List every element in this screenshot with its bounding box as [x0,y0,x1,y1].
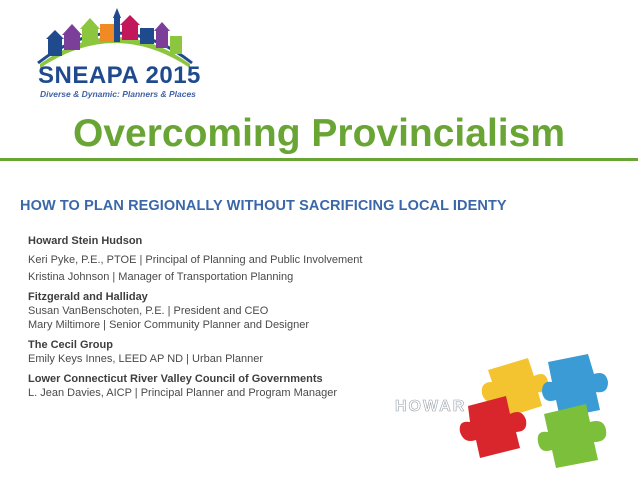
presenter: Keri Pyke, P.E., PTOE | Principal of Planning and Public Involvement [28,254,363,266]
presenter: Kristina Johnson | Manager of Transportation Planning [28,271,294,283]
presenter: Susan VanBenschoten, P.E. | President and CEO [28,305,269,317]
page-title: Overcoming Provincialism [72,112,565,155]
org-name: The Cecil Group [28,339,113,351]
page-subtitle: HOW TO PLAN REGIONALLY WITHOUT SACRIFICING LOCAL IDENTY [20,198,507,214]
presenter: L. Jean Davies, AICP | Principal Planner and Program Manager [28,387,337,399]
logo-name: SNEAPA 2015 [38,62,201,89]
logo-tagline: Diverse & Dynamic: Planners & Places [40,89,196,99]
sneapa-logo [30,8,200,108]
watermark-text: HOWAR [395,398,467,415]
org-name: Howard Stein Hudson [28,235,143,247]
skyline-icon [30,8,200,70]
puzzle-pieces-icon [448,340,628,468]
logo-wordmark [38,62,201,90]
presenter-list [28,234,448,400]
presenter: Emily Keys Innes, LEED AP ND | Urban Planner [28,353,263,365]
org-name: Lower Connecticut River Valley Council of Governments [28,373,323,385]
title-divider [0,158,638,161]
org-name: Fitzgerald and Halliday [28,291,148,303]
presenter: Mary Miltimore | Senior Community Planner and Designer [28,319,310,331]
